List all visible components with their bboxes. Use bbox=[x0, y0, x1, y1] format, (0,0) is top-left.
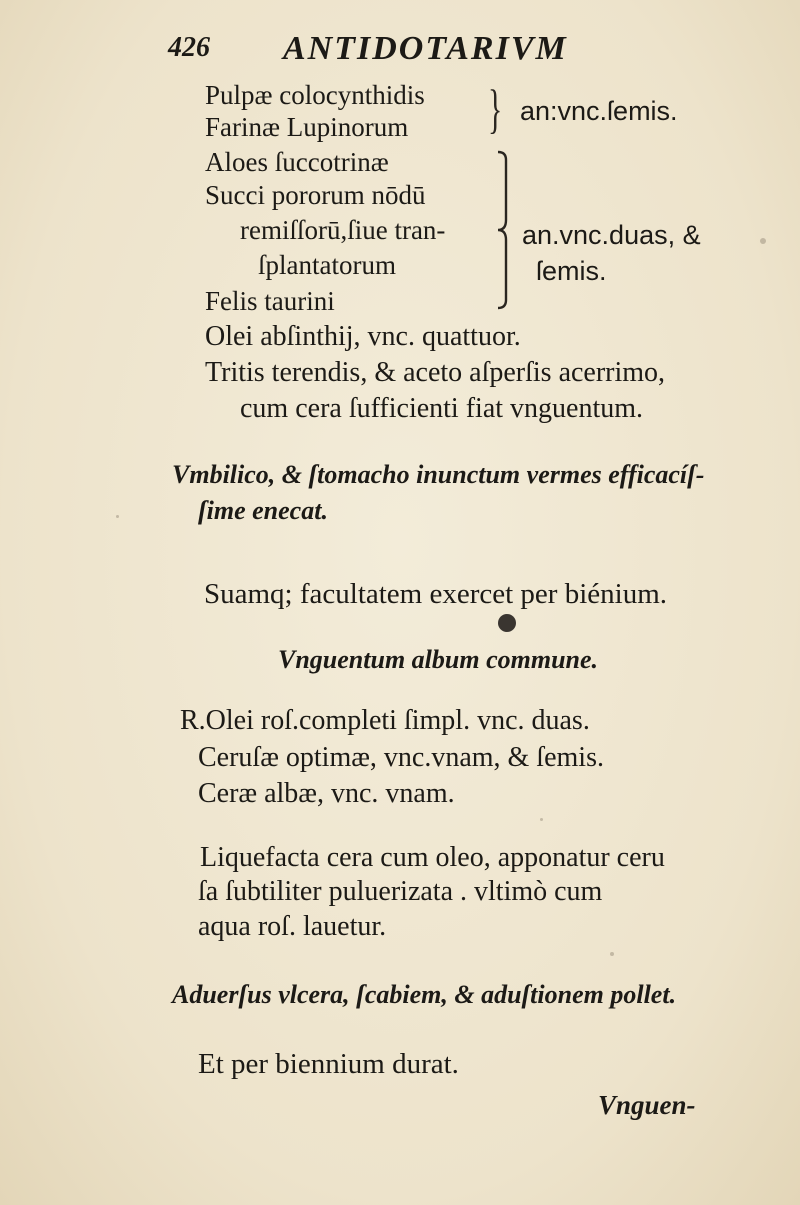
ingredient-line: Aloes ſuccotrinæ bbox=[205, 147, 389, 177]
running-title: ANTIDOTARIVM bbox=[283, 30, 568, 67]
paper-speck bbox=[760, 238, 766, 244]
duration-line: Et per biennium durat. bbox=[198, 1048, 459, 1080]
recipe-line: cum cera ſufficienti fiat vnguentum. bbox=[240, 393, 644, 424]
paper-speck bbox=[610, 952, 614, 956]
catchword: Vnguen- bbox=[598, 1090, 696, 1120]
recipe-line: Ceruſæ optimæ, vnc.vnam, & ſemis. bbox=[198, 742, 604, 773]
page-number: 426 bbox=[168, 32, 210, 63]
quantity-2-cont: ſemis. bbox=[536, 256, 607, 286]
ingredient-line: Pulpæ colocynthidis bbox=[205, 80, 425, 110]
paper-speck bbox=[116, 515, 119, 518]
recipe-line: Ceræ albæ, vnc. vnam. bbox=[198, 778, 455, 809]
method-line: aqua roſ. lauetur. bbox=[198, 911, 387, 942]
ingredient-line: ſplantatorum bbox=[258, 250, 396, 280]
ingredient-line: Farinæ Lupinorum bbox=[205, 112, 409, 142]
ingredient-line: Succi pororum nōdū bbox=[205, 180, 426, 210]
ingredient-line: Felis taurini bbox=[205, 286, 335, 316]
method-line: Liquefacta cera cum oleo, apponatur ceru bbox=[200, 842, 665, 873]
recipe-line: R.Olei roſ.completi ſimpl. vnc. duas. bbox=[180, 705, 590, 736]
brace-2 bbox=[496, 150, 510, 310]
section-title: Vnguentum album commune. bbox=[278, 645, 599, 674]
usage-note: Vmbilico, & ſtomacho inunctum vermes efficacíſ- bbox=[172, 460, 705, 489]
ingredient-line: remiſſorū,ſiue tran- bbox=[240, 215, 446, 245]
recipe-line: Tritis terendis, & aceto aſperſis acerrimo, bbox=[205, 357, 666, 388]
quantity-1: an:vnc.ſemis. bbox=[520, 96, 678, 126]
usage-note-cont: ſime enecat. bbox=[198, 496, 328, 525]
brace-1: } bbox=[488, 79, 503, 139]
quantity-2: an.vnc.duas, & bbox=[522, 220, 701, 250]
paper-speck bbox=[540, 818, 543, 821]
recipe-line: Olei abſinthij, vnc. quattuor. bbox=[205, 321, 521, 352]
duration-line: Suamq; facultatem exercet per biénium. bbox=[204, 578, 668, 610]
ornament-dot bbox=[498, 614, 516, 632]
usage-note: Aduerſus vlcera, ſcabiem, & aduſtionem pollet. bbox=[172, 980, 677, 1009]
method-line: ſa ſubtiliter puluerizata . vltimò cum bbox=[198, 876, 603, 907]
